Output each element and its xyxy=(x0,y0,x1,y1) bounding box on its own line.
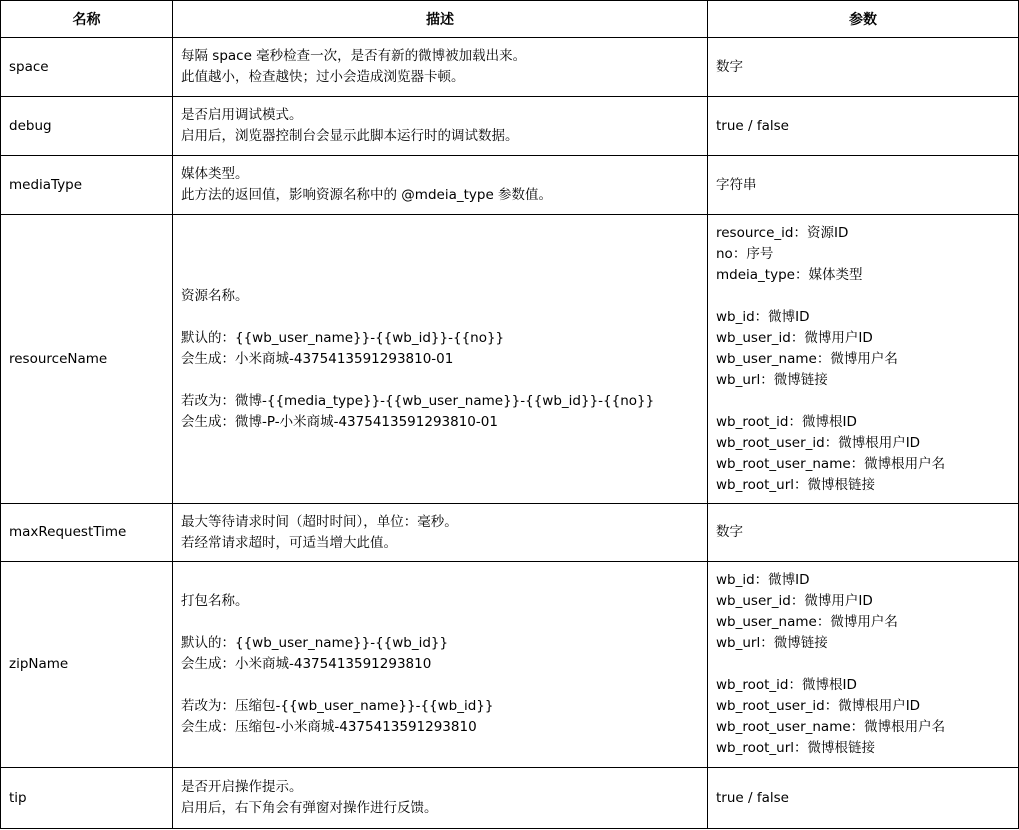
table-row-zipname xyxy=(1,562,1019,768)
blank-line xyxy=(181,675,699,696)
parameter-line: wb_user_name：微博用户名 xyxy=(716,350,898,367)
parameter-line: wb_id：微博ID xyxy=(716,308,810,325)
parameter-line: 数字 xyxy=(716,524,743,540)
blank-line xyxy=(716,654,1010,675)
table-row-tip xyxy=(1,768,1019,829)
parameter-line: 字符串 xyxy=(716,176,757,193)
row-parameter xyxy=(708,768,1019,829)
parameter-line: wb_root_user_id：微博根用户ID xyxy=(716,698,921,714)
parameter-line: wb_root_user_name：微博根用户名 xyxy=(716,455,946,472)
parameter-line: wb_root_id：微博根ID xyxy=(716,413,857,430)
description-line: 会生成：小米商城-4375413591293810 xyxy=(181,656,432,672)
row-name: debug xyxy=(1,97,173,156)
parameter-line: no：序号 xyxy=(716,245,774,262)
description-line: 默认的：{{wb_user_name}}-{{wb_id}}-{{no}} xyxy=(181,329,505,346)
description-line: 资源名称。 xyxy=(181,287,249,304)
blank-line xyxy=(716,286,1010,307)
description-line: 启用后，浏览器控制台会显示此脚本运行时的调试数据。 xyxy=(181,128,519,144)
row-parameter xyxy=(708,38,1019,97)
header-row xyxy=(1,1,1019,38)
blank-line xyxy=(181,370,699,391)
parameter-line: resource_id：资源ID xyxy=(716,224,849,241)
table-row-space xyxy=(1,38,1019,97)
description-line: 会生成：压缩包-小米商城-4375413591293810 xyxy=(181,719,477,735)
row-parameter xyxy=(708,97,1019,156)
description-line: 会生成：微博-P-小米商城-4375413591293810-01 xyxy=(181,413,498,430)
description-line: 若改为：微博-{{media_type}}-{{wb_user_name}}-{{wb_id}}-{{no}} xyxy=(181,392,655,409)
table-row-maxrequesttime xyxy=(1,504,1019,562)
row-name: tip xyxy=(1,768,173,829)
description-line: 是否启用调试模式。 xyxy=(181,107,303,123)
parameter-line: true / false xyxy=(716,117,789,134)
blank-line xyxy=(181,612,699,633)
blank-line xyxy=(716,391,1010,412)
description-line: 启用后，右下角会有弹窗对操作进行反馈。 xyxy=(181,800,438,816)
parameter-line: wb_id：微博ID xyxy=(716,572,810,588)
blank-line xyxy=(181,307,699,328)
row-description xyxy=(173,97,708,156)
description-line: 是否开启操作提示。 xyxy=(181,779,303,795)
table-row-resourcename xyxy=(1,215,1019,504)
parameter-line: mdeia_type：媒体类型 xyxy=(716,266,863,283)
row-name: space xyxy=(1,38,173,97)
row-parameter xyxy=(708,504,1019,562)
table-row-mediatype xyxy=(1,156,1019,215)
row-parameter xyxy=(708,562,1019,768)
row-description xyxy=(173,156,708,215)
parameter-line: wb_root_user_id：微博根用户ID xyxy=(716,434,921,451)
parameter-line: wb_root_id：微博根ID xyxy=(716,677,857,693)
parameter-line: wb_user_id：微博用户ID xyxy=(716,329,873,346)
row-description xyxy=(173,768,708,829)
parameter-line: wb_root_user_name：微博根用户名 xyxy=(716,719,946,735)
description-line: 每隔 space 毫秒检查一次，是否有新的微博被加载出来。 xyxy=(181,48,527,64)
parameter-line: wb_root_url：微博根链接 xyxy=(716,740,876,756)
description-line: 若改为：压缩包-{{wb_user_name}}-{{wb_id}} xyxy=(181,698,494,714)
row-parameter xyxy=(708,156,1019,215)
row-parameter xyxy=(708,215,1019,504)
description-line: 默认的：{{wb_user_name}}-{{wb_id}} xyxy=(181,635,449,651)
description-line: 打包名称。 xyxy=(181,593,249,609)
description-line: 媒体类型。 xyxy=(181,166,249,182)
parameter-line: wb_root_url：微博根链接 xyxy=(716,476,876,493)
header-description: 描述 xyxy=(173,1,708,38)
description-line: 会生成：小米商城-4375413591293810-01 xyxy=(181,350,454,367)
parameter-line: wb_user_name：微博用户名 xyxy=(716,614,898,630)
row-description xyxy=(173,38,708,97)
table-row-debug xyxy=(1,97,1019,156)
description-line: 若经常请求超时，可适当增大此值。 xyxy=(181,534,397,551)
parameter-line: true / false xyxy=(716,789,789,806)
row-description xyxy=(173,504,708,562)
row-description xyxy=(173,562,708,768)
row-name: maxRequestTime xyxy=(1,504,173,562)
parameter-line: wb_url：微博链接 xyxy=(716,371,828,388)
header-parameter: 参数 xyxy=(708,1,1019,38)
header-name: 名称 xyxy=(1,1,173,38)
description-line: 此方法的返回值，影响资源名称中的 @mdeia_type 参数值。 xyxy=(181,187,553,203)
row-name: mediaType xyxy=(1,156,173,215)
parameter-line: wb_url：微博链接 xyxy=(716,635,828,651)
row-name: resourceName xyxy=(1,215,173,504)
row-description xyxy=(173,215,708,504)
description-line: 此值越小，检查越快；过小会造成浏览器卡顿。 xyxy=(181,69,465,85)
description-line: 最大等待请求时间（超时时间），单位：毫秒。 xyxy=(181,513,458,530)
row-name: zipName xyxy=(1,562,173,768)
parameter-line: 数字 xyxy=(716,58,743,75)
parameter-line: wb_user_id：微博用户ID xyxy=(716,593,873,609)
